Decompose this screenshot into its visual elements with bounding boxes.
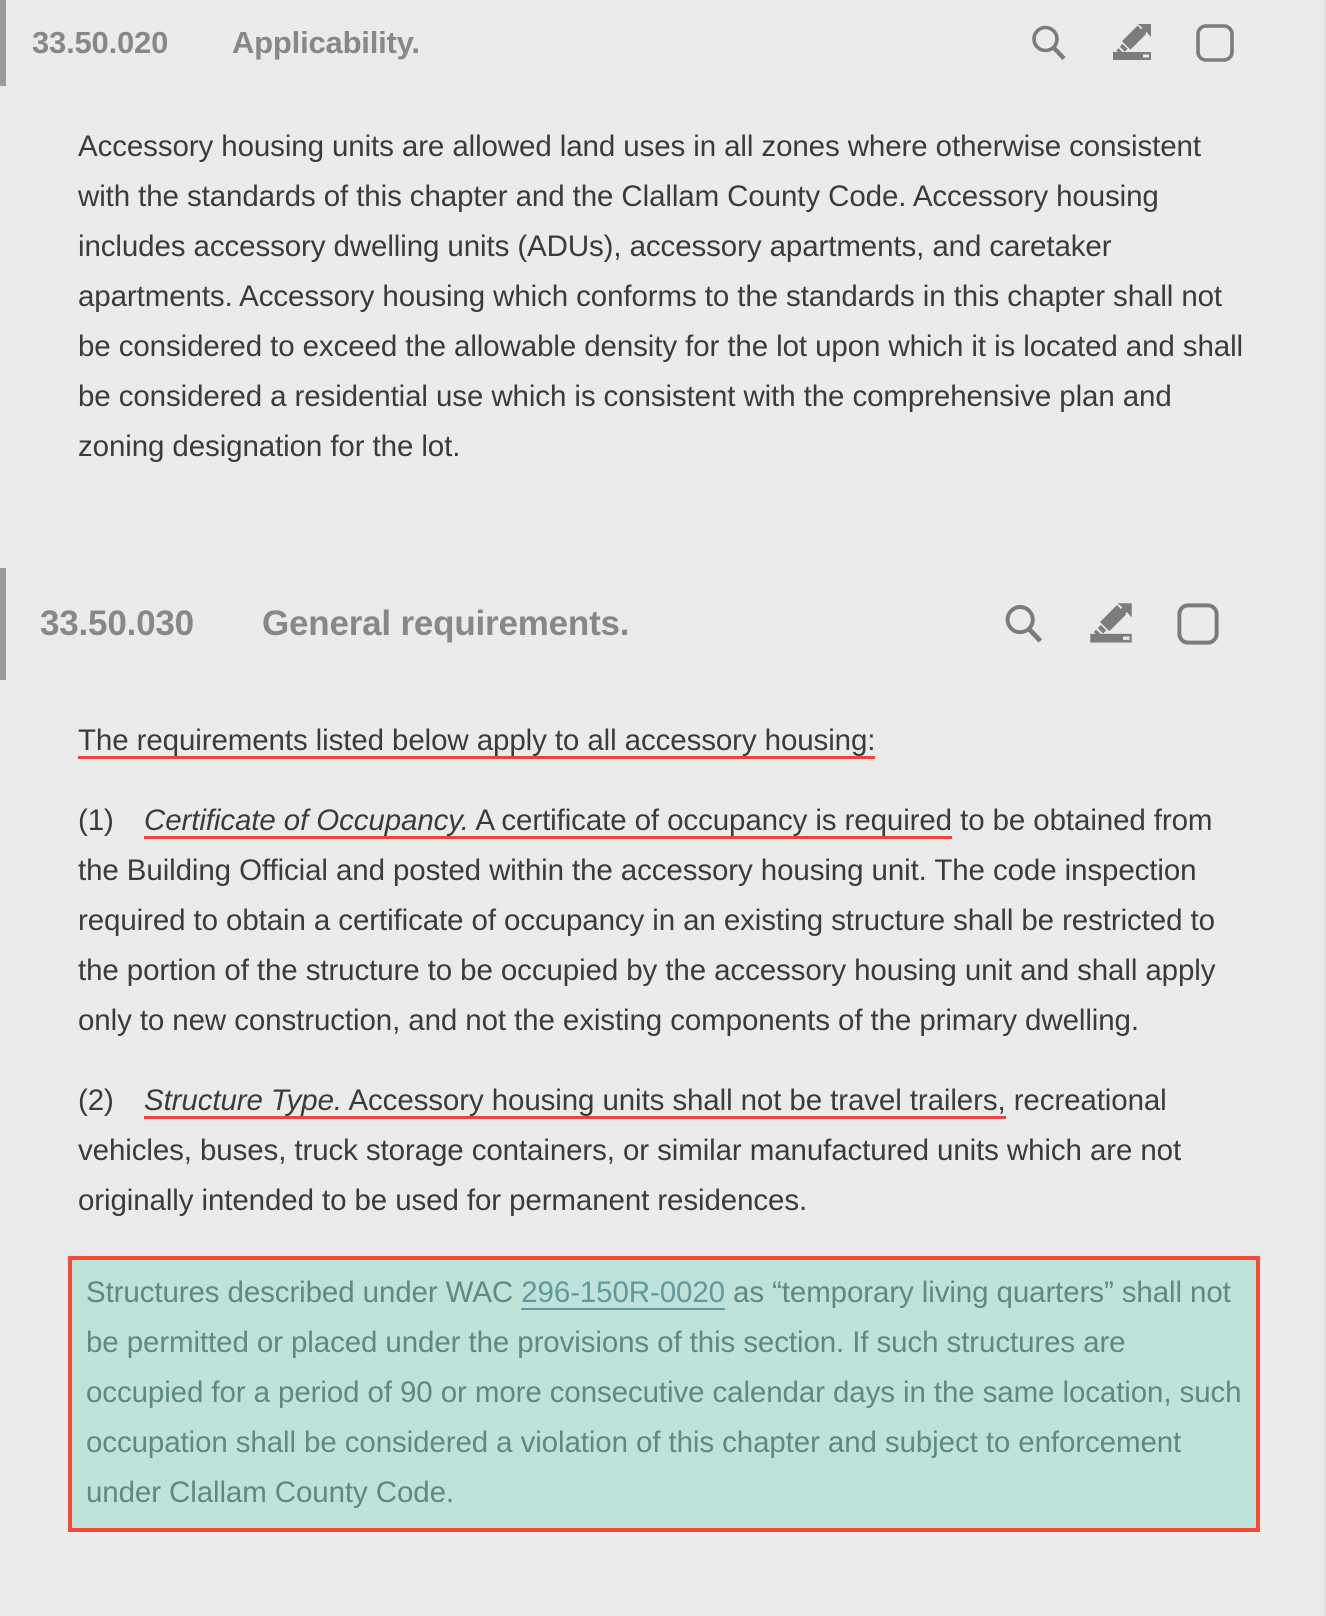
wac-reference-link[interactable]: 296-150R-0020 xyxy=(521,1276,725,1309)
section-name: Applicability. xyxy=(232,25,420,60)
item-underlined-span xyxy=(144,1084,1006,1120)
section-title-33-50-020 xyxy=(32,25,1028,61)
intro-underlined-text: The requirements listed below apply to all accessory housing: xyxy=(78,724,875,760)
section-body-33-50-020 xyxy=(0,122,1326,472)
section-title-33-50-030 xyxy=(40,604,1001,644)
bookmark-checkbox-icon[interactable] xyxy=(1194,22,1236,64)
item-rest: recreational vehicles, buses, truck storage containers, or similar manufactured units which are not originally intended to be used for permanent residences. xyxy=(78,1084,1182,1217)
section-name: General requirements. xyxy=(262,604,630,643)
requirement-item-2 xyxy=(78,1076,1248,1226)
requirement-item-1 xyxy=(78,796,1248,1046)
item-rest: to be obtained from the Building Official and posted within the accessory housing unit. The code inspection required to obtain a certificate of occupancy in an existing structure shall be restricted to the portion of the structure to be occupied by the accessory housing unit and shall apply only to new construction, and not the existing components of the primary dwelling. xyxy=(78,804,1216,1037)
gavel-legislative-history-icon[interactable] xyxy=(1087,600,1135,648)
item-term: Structure Type. xyxy=(144,1084,342,1117)
item-underlined-span xyxy=(144,804,952,840)
item-label: (2) xyxy=(78,1084,114,1117)
section-actions-33-50-030 xyxy=(1001,600,1221,648)
section-header-33-50-020 xyxy=(0,0,1326,86)
item-label: (1) xyxy=(78,804,114,837)
search-icon[interactable] xyxy=(1028,22,1070,64)
callout-text-after-link: as “temporary living quarters” shall not be permitted or placed under the provisions of this section. If such structures are occupied for a period of 90 or more consecutive calendar days in the same location, such occupation shall be considered a violation of this chapter and subject to enforcement under Clallam County Code. xyxy=(86,1276,1242,1509)
bookmark-checkbox-icon[interactable] xyxy=(1175,601,1221,647)
item-underlined-run: A certificate of occupancy is required xyxy=(475,804,952,837)
section-number: 33.50.020 xyxy=(32,25,169,60)
highlighted-callout xyxy=(68,1256,1260,1532)
callout-text-before-link: Structures described under WAC xyxy=(86,1276,522,1309)
item-term: Certificate of Occupancy. xyxy=(144,804,469,837)
callout-text xyxy=(86,1268,1242,1518)
section-number: 33.50.030 xyxy=(40,604,194,643)
paragraph: Accessory housing units are allowed land uses in all zones where otherwise consistent with the standards of this chapter and the Clallam County Code. Accessory housing includes accessory dwelling units (ADUs), accessory apartments, and caretaker apartments. Accessory housing which conforms to the standards in this chapter shall not be considered to exceed the allowable density for the lot upon which it is located and shall be considered a residential use which is consistent with the comprehensive plan and zoning designation for the lot. xyxy=(78,130,1243,463)
item-underlined-run: Accessory housing units shall not be travel trailers, xyxy=(348,1084,1006,1117)
section-body-33-50-030 xyxy=(0,716,1326,1532)
section-actions-33-50-020 xyxy=(1028,21,1236,65)
search-icon[interactable] xyxy=(1001,601,1047,647)
section-header-33-50-030 xyxy=(0,568,1326,680)
requirements-intro xyxy=(78,716,1248,766)
gavel-legislative-history-icon[interactable] xyxy=(1110,21,1154,65)
